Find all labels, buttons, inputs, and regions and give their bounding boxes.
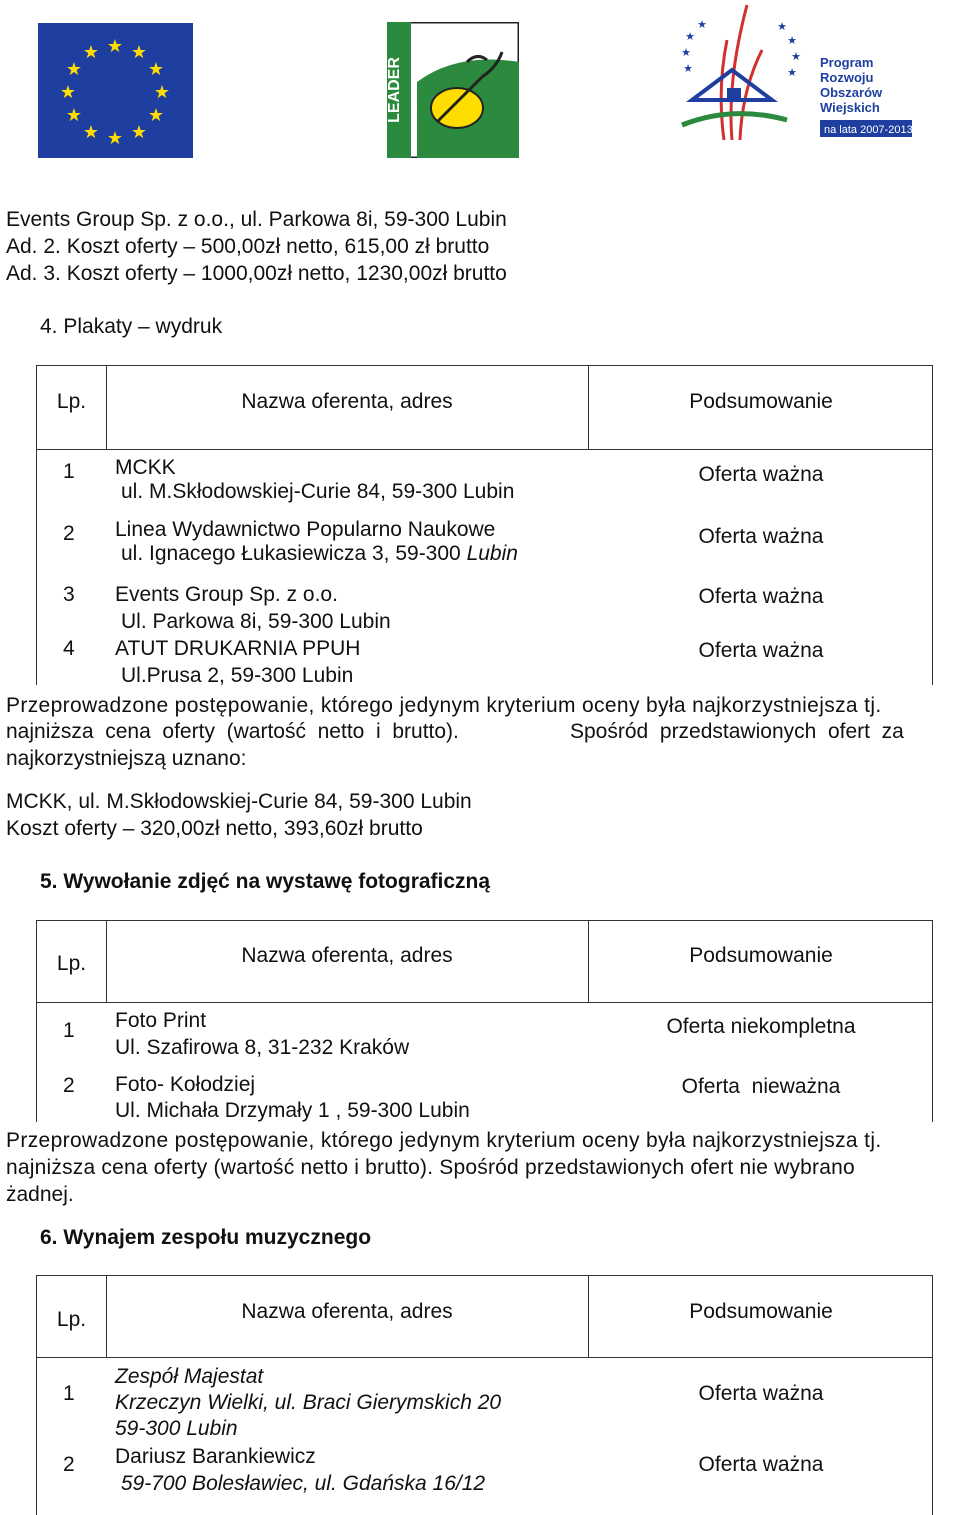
svg-text:★: ★ (106, 128, 124, 149)
svg-text:LEADER: LEADER (387, 57, 403, 123)
row-1-address: Krzeczyn Wielki, ul. Braci Gierymskich 20 (115, 1391, 502, 1414)
prow-text-3: Obszarów (820, 85, 883, 100)
row-1-num: 1 (63, 1382, 75, 1405)
row-2-num: 2 (63, 522, 75, 545)
section-5-table (36, 920, 933, 1122)
row-1-address: ul. M.Skłodowskiej-Curie 84, 59-300 Lubin (121, 480, 515, 503)
row-4-name: ATUT DRUKARNIA PPUH (115, 637, 361, 660)
header-summary: Podsumowanie (689, 390, 833, 413)
s5-paragraph-1: Przeprowadzone postępowanie, którego jedynym kryterium oceny była najkorzystniejsza tj. (6, 1129, 882, 1152)
row-4-address: Ul.Prusa 2, 59-300 Lubin (121, 664, 354, 687)
s4-winner-cost: Koszt oferty – 320,00zł netto, 393,60zł brutto (6, 817, 423, 840)
row-2-address: 59-700 Bolesławiec, ul. Gdańska 16/12 (115, 1472, 486, 1495)
section-4-title: 4. Plakaty – wydruk (40, 315, 223, 338)
s4-paragraph-2b: Spośród przedstawionych ofert za (570, 720, 904, 743)
section-6-table (36, 1275, 933, 1515)
row-1-address: Ul. Szafirowa 8, 31-232 Kraków (115, 1036, 410, 1059)
s5-paragraph-2: najniższa cena oferty (wartość netto i brutto). Spośród przedstawionych ofert nie wybrano (6, 1156, 855, 1179)
row-1-name: Zespół Majestat (115, 1365, 264, 1388)
s4-paragraph-2a: najniższa cena oferty (wartość netto i brutto). (6, 720, 459, 743)
row-3-address: Ul. Parkowa 8i, 59-300 Lubin (121, 610, 391, 633)
row-1-name: MCKK (115, 456, 176, 479)
svg-text:★: ★ (130, 122, 148, 143)
header-lp: Lp. (56, 1308, 87, 1331)
row-2-num: 2 (63, 1074, 75, 1097)
s4-paragraph-1: Przeprowadzone postępowanie, którego jedynym kryterium oceny była najkorzystniejsza tj. (6, 694, 882, 717)
section-4-table (36, 365, 933, 685)
row-2-name: Linea Wydawnictwo Popularno Naukowe (115, 518, 496, 541)
row-2-status: Oferta ważna (698, 525, 824, 548)
svg-text:★: ★ (147, 105, 165, 126)
svg-text:★: ★ (147, 59, 165, 80)
row-3-num: 3 (63, 583, 75, 606)
prow-text-4: Wiejskich (820, 100, 880, 115)
row-1-name: Foto Print (115, 1009, 207, 1032)
header-name: Nazwa oferenta, adres (241, 390, 453, 413)
eu-flag-logo (38, 23, 193, 158)
intro-line-3: Ad. 3. Koszt oferty – 1000,00zł netto, 1230,00zł brutto (6, 262, 507, 285)
svg-text:★: ★ (681, 46, 691, 59)
row-2-address-text: ul. Ignacego Łukasiewicza 3, 59-300 (121, 542, 467, 565)
row-1-city: 59-300 Lubin (115, 1417, 238, 1440)
header-lp: Lp. (56, 952, 87, 975)
row-2-address: Ul. Michała Drzymały 1 , 59-300 Lubin (115, 1099, 470, 1122)
row-2-address-city: Lubin (466, 542, 518, 565)
row-1-status: Oferta ważna (698, 463, 824, 486)
prow-text-2: Rozwoju (820, 70, 874, 85)
row-2-status: Oferta ważna (698, 1453, 824, 1476)
row-2-address (121, 543, 518, 564)
svg-text:★: ★ (59, 82, 77, 103)
row-3-status: Oferta ważna (698, 585, 824, 608)
svg-text:★: ★ (82, 122, 100, 143)
svg-text:★: ★ (777, 20, 787, 33)
svg-text:★: ★ (685, 30, 695, 43)
row-2-name: Foto- Kołodziej (115, 1073, 256, 1096)
svg-text:★: ★ (65, 105, 83, 126)
row-1-num: 1 (63, 1019, 75, 1042)
header-name: Nazwa oferenta, adres (241, 1300, 453, 1323)
row-1-num: 1 (63, 460, 75, 483)
row-2-status: Oferta nieważna (681, 1075, 841, 1098)
section-6-title: 6. Wynajem zespołu muzycznego (40, 1226, 372, 1249)
svg-text:★: ★ (153, 82, 171, 103)
svg-text:★: ★ (106, 36, 124, 57)
svg-text:★: ★ (697, 18, 707, 31)
header-lp: Lp. (56, 390, 87, 413)
row-1-status: Oferta niekompletna (666, 1015, 856, 1038)
row-3-name: Events Group Sp. z o.o. (115, 583, 338, 606)
row-2-num: 2 (63, 1453, 75, 1476)
section-5-title: 5. Wywołanie zdjęć na wystawę fotograficzną (40, 870, 491, 893)
leader-logo (387, 22, 519, 158)
svg-text:★: ★ (683, 62, 693, 75)
header-name: Nazwa oferenta, adres (241, 944, 453, 967)
svg-text:★: ★ (791, 50, 801, 63)
header-summary: Podsumowanie (689, 944, 833, 967)
eu-stars-icon (38, 23, 193, 158)
intro-line-2: Ad. 2. Koszt oferty – 500,00zł netto, 615,00 zł brutto (6, 235, 490, 258)
svg-text:★: ★ (82, 42, 100, 63)
row-2-name: Dariusz Barankiewicz (115, 1445, 316, 1468)
prow-logo (672, 0, 917, 150)
prow-text-1: Program (820, 55, 874, 70)
intro-line-1: Events Group Sp. z o.o., ul. Parkowa 8i, 59-300 Lubin (6, 208, 507, 231)
svg-text:★: ★ (787, 34, 797, 47)
s4-paragraph-3: najkorzystniejszą uznano: (6, 747, 247, 770)
svg-text:★: ★ (787, 66, 797, 79)
s4-winner-name: MCKK, ul. M.Skłodowskiej-Curie 84, 59-300 Lubin (6, 790, 472, 813)
s5-paragraph-3: żadnej. (6, 1183, 74, 1206)
row-4-num: 4 (63, 637, 75, 660)
prow-text-5: na lata 2007-2013 (824, 124, 913, 136)
svg-text:★: ★ (130, 42, 148, 63)
row-4-status: Oferta ważna (698, 639, 824, 662)
row-1-status: Oferta ważna (698, 1382, 824, 1405)
svg-text:★: ★ (65, 59, 83, 80)
header-summary: Podsumowanie (689, 1300, 833, 1323)
